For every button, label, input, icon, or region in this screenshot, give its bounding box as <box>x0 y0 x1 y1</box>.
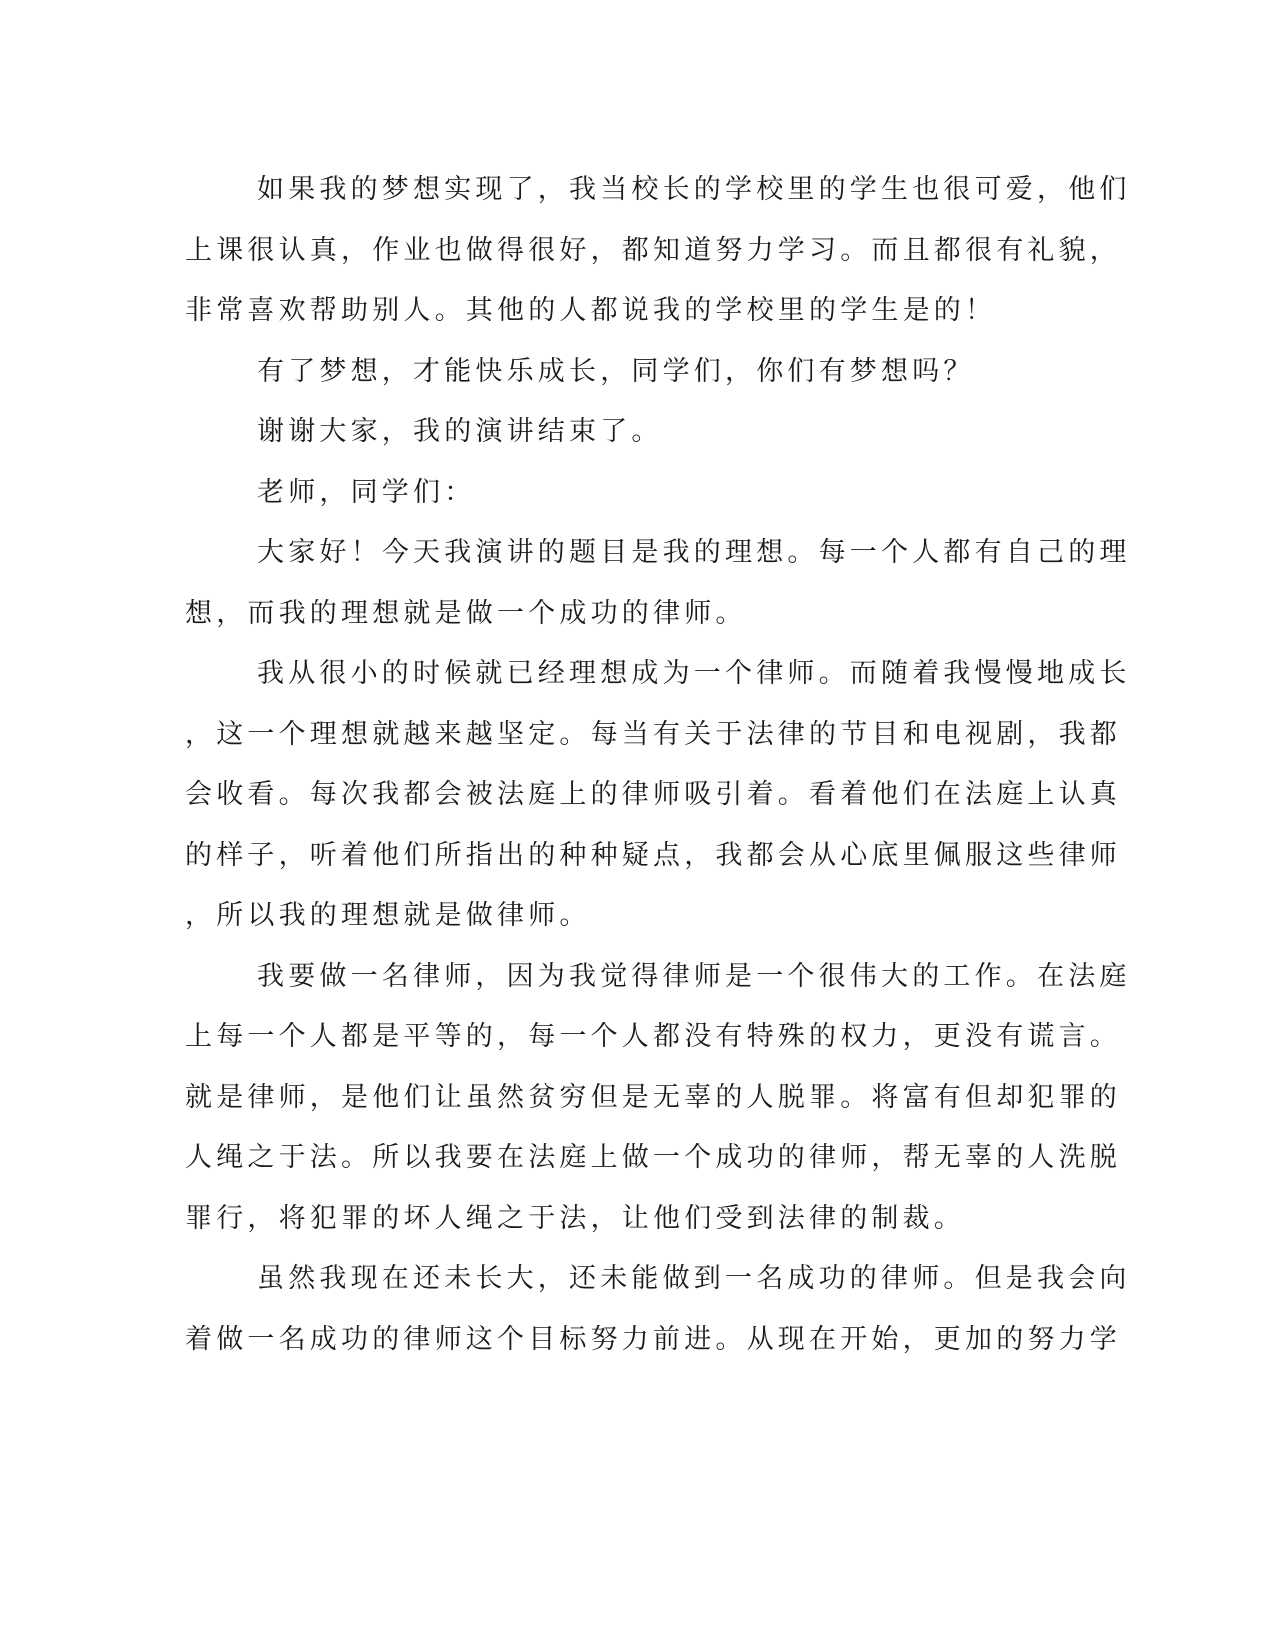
text-line: 如果我的梦想实现了，我当校长的学校里的学生也很可爱，他们 <box>257 174 1131 205</box>
text-line: 我从很小的时候就已经理想成为一个律师。而随着我慢慢地成长 <box>257 658 1131 689</box>
text-line: 会收看。每次我都会被法庭上的律师吸引着。看着他们在法庭上认真 <box>185 779 1121 810</box>
document-body <box>185 160 1131 1370</box>
text-line: 就是律师，是他们让虽然贫穷但是无辜的人脱罪。将富有但却犯罪的 <box>185 1081 1121 1113</box>
text-line: 的样子，听着他们所指出的种种疑点，我都会从心底里佩服这些律师 <box>185 839 1121 871</box>
text-line: 罪行，将犯罪的坏人绳之于法，让他们受到法律的制裁。 <box>185 1202 965 1234</box>
text-line: 想，而我的理想就是做一个成功的律师。 <box>185 597 747 629</box>
text-line: 有了梦想，才能快乐成长，同学们，你们有梦想吗？ <box>257 355 975 387</box>
text-line: 虽然我现在还未长大，还未能做到一名成功的律师。但是我会向 <box>257 1263 1131 1294</box>
text-line: 人绳之于法。所以我要在法庭上做一个成功的律师，帮无辜的人洗脱 <box>185 1142 1121 1173</box>
text-line: 老师，同学们： <box>257 476 476 508</box>
text-line: 谢谢大家，我的演讲结束了。 <box>257 416 663 447</box>
text-line: ，这一个理想就越来越坚定。每当有关于法律的节目和电视剧，我都 <box>185 718 1121 750</box>
text-line: 上每一个人都是平等的，每一个人都没有特殊的权力，更没有谎言。 <box>185 1021 1121 1052</box>
text-line: 大家好！今天我演讲的题目是我的理想。每一个人都有自己的理 <box>257 537 1131 568</box>
text-line: 非常喜欢帮助别人。其他的人都说我的学校里的学生是的！ <box>185 295 997 326</box>
text-line: 着做一名成功的律师这个目标努力前进。从现在开始，更加的努力学 <box>185 1323 1121 1355</box>
text-line: ，所以我的理想就是做律师。 <box>185 900 591 931</box>
text-line: 我要做一名律师，因为我觉得律师是一个很伟大的工作。在法庭 <box>257 960 1131 992</box>
text-line: 上课很认真，作业也做得很好，都知道努力学习。而且都很有礼貌， <box>185 234 1121 266</box>
